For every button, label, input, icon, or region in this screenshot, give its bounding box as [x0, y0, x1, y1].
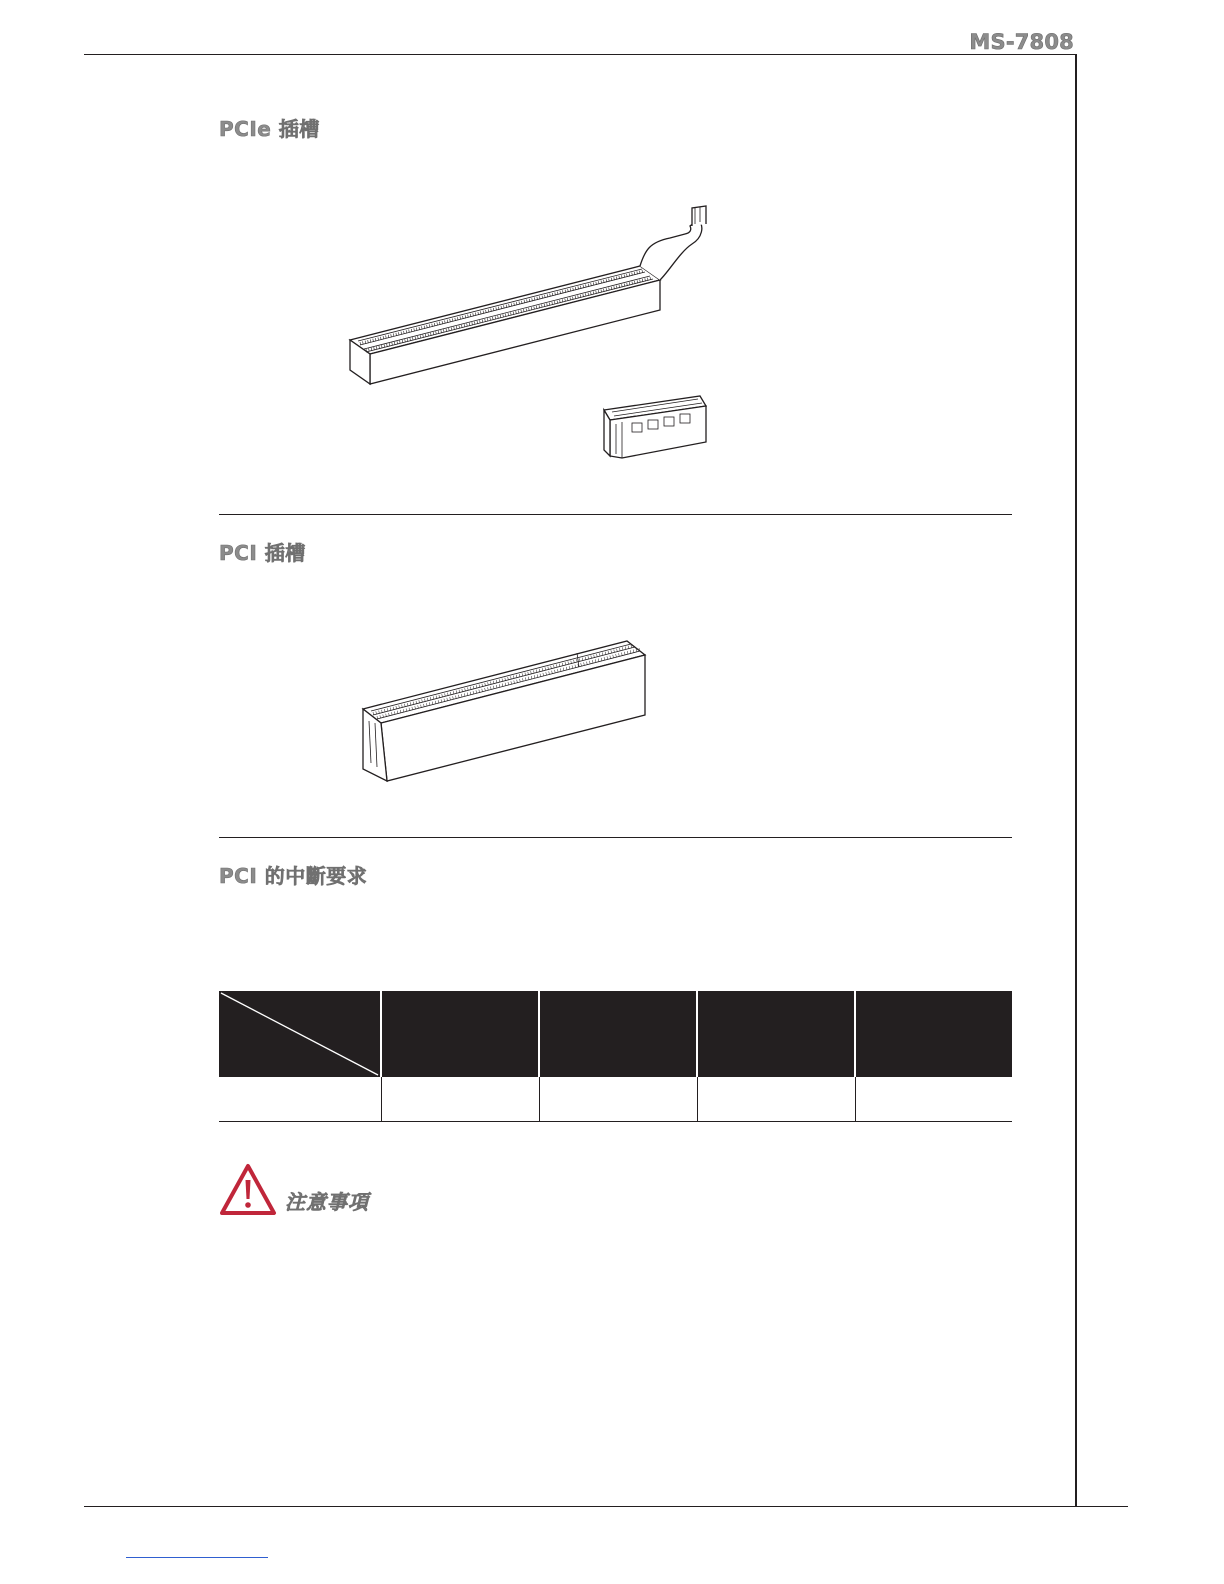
- table-cell: [539, 1077, 697, 1122]
- table-row: [219, 1077, 1012, 1122]
- table-header-row: [219, 991, 1012, 1077]
- caution-block: [219, 1163, 369, 1217]
- model-number: MS-7808: [969, 30, 1074, 54]
- table-header-cell: [539, 991, 697, 1077]
- pcie-x16-slot: [350, 206, 706, 384]
- table-cell: [697, 1077, 855, 1122]
- table-cell: [855, 1077, 1012, 1122]
- pcie-section-rule: [219, 514, 1012, 515]
- pcie-slots-illustration: [340, 200, 730, 470]
- table-corner-cell: [219, 991, 381, 1077]
- pcie-x1-slot: [604, 396, 706, 458]
- pcie-heading: PCIe 插槽: [219, 117, 320, 141]
- pci-slot-illustration: [355, 635, 655, 790]
- pci-irq-heading: PCI 的中斷要求: [219, 864, 368, 888]
- pci-section-rule: [219, 837, 1012, 838]
- table-header-cell: [855, 991, 1012, 1077]
- footer-rule: [84, 1506, 1128, 1507]
- warning-triangle-icon: [219, 1163, 277, 1217]
- table-cell: [381, 1077, 539, 1122]
- table-header-cell: [697, 991, 855, 1077]
- table-header-cell: [381, 991, 539, 1077]
- header-rule: [84, 54, 1076, 55]
- table-cell: [219, 1077, 381, 1122]
- page-edge-rule: [1075, 54, 1077, 1506]
- caution-label: 注意事項: [285, 1190, 369, 1214]
- footer-link-line: [126, 1557, 268, 1558]
- pci-heading: PCI 插槽: [219, 541, 306, 565]
- pci-irq-table: [219, 991, 1012, 1122]
